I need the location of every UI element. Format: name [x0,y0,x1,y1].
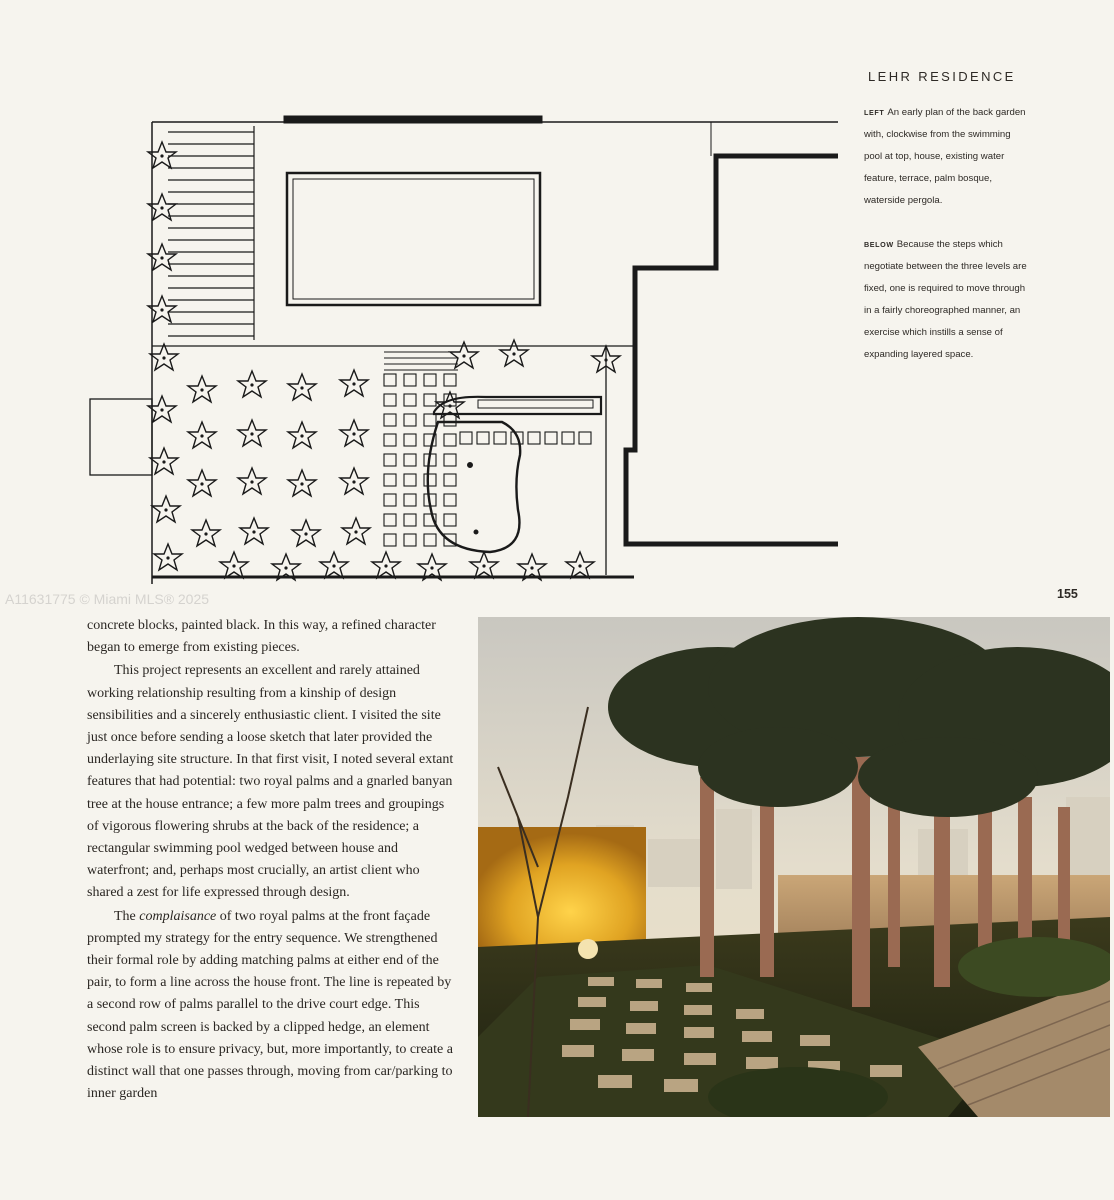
caption-below-text: Because the steps which negotiate between the three levels are fixed, one is required to move through in a fairly choreographed manner, an exercise which instills a sense of expanding layered space. [864,239,1027,360]
mls-watermark: A11631775 © Miami MLS® 2025 [5,591,210,607]
caption-left-text: An early plan of the back garden with, clockwise from the swimming pool at top, house, existing water feature, terrace, palm bosque, waterside pergola. [864,107,1026,206]
caption-left [864,102,1030,212]
body-paragraph-1: concrete blocks, painted black. In this way, a refined character began to emerge from existing pieces. [87,618,436,656]
body-paragraph-3-end: of two royal palms at the front façade prompted my strategy for the entry sequence. We strengthened their formal role by adding matching palms at either end of the pair, to form a line across the house front. The line is repeated by a second row of palms parallel to the drive court edge. This second palm screen is backed by a clipped hedge, an element whose role is to ensure privacy, but, more importantly, to create a distinct wall that one passes through, moving from car/parking to inner garden [87,908,453,1102]
caption-below [864,234,1030,366]
body-paragraph-3-start: The [114,908,140,924]
body-paragraph-2: This project represents an excellent and rarely attained working relationship resulting from a kinship of design sensibilities and a sincerely enthusiastic client. I visited the site just once before sending a loose sketch that later provided the underlaying site structure. In that first visit, I noted several extant features that had potential: two royal palms and a gnarled banyan tree at the house entrance; a few more palm trees and groupings of vigorous flowering shrubs at the back of the residence; a rectangular swimming pool wedged between house and waterfront; and, perhaps most crucially, an artist client who shared a zest for life expressed through design. [87,663,454,901]
body-paragraph-3 [87,906,457,1106]
garden-photo [478,617,1110,1117]
body-emphasis-complaisance: complaisance [139,908,217,924]
page-header-title: LEHR RESIDENCE [868,69,1016,84]
garden-plan-drawing [86,110,846,590]
caption-left-label: LEFT [864,108,885,117]
page-number: 155 [1057,587,1078,601]
caption-below-label: BELOW [864,240,894,249]
body-text [87,615,457,1105]
